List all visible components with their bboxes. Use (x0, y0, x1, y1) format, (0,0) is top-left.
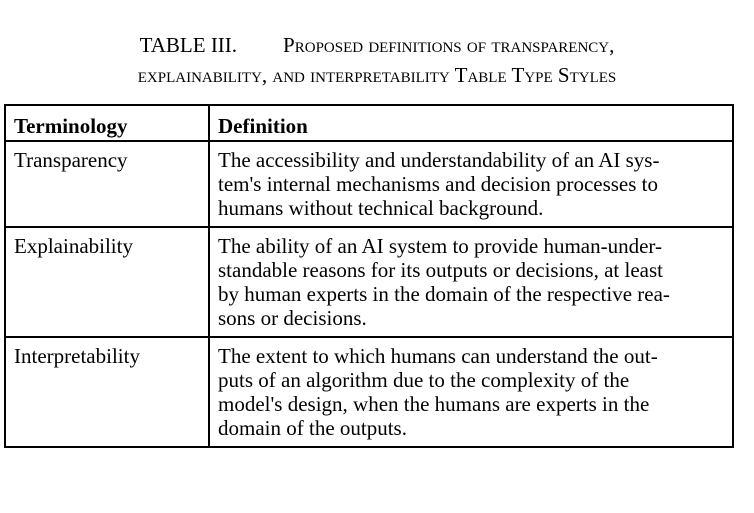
caption-line-1 (0, 30, 754, 60)
caption-title-part-1: Proposed definitions of transparency, (283, 33, 615, 57)
definition-line: domain of the outputs. (218, 416, 407, 440)
header-definition: Definition (209, 105, 733, 141)
table-row (5, 227, 733, 337)
definition-cell (209, 337, 733, 447)
definition-line: The ability of an AI system to provide human-under- (218, 234, 662, 258)
definitions-table-container (4, 104, 734, 448)
definition-line: The extent to which humans can understand the out- (218, 344, 658, 368)
header-terminology: Terminology (5, 105, 209, 141)
table-row (5, 141, 733, 227)
definition-line: by human experts in the domain of the respective rea- (218, 282, 670, 306)
definition-line: humans without technical background. (218, 196, 544, 220)
definition-line: sons or decisions. (218, 306, 367, 330)
definition-line: standable reasons for its outputs or decisions, at least (218, 258, 663, 282)
table-row (5, 337, 733, 447)
definition-cell (209, 227, 733, 337)
table-header-row (5, 105, 733, 141)
definition-line: tem's internal mechanisms and decision processes to (218, 172, 659, 196)
definition-line: model's design, when the humans are experts in the (218, 392, 650, 416)
definition-cell (209, 141, 733, 227)
term-cell: Explainability (5, 227, 209, 337)
table-number: TABLE III. (139, 33, 238, 57)
term-cell: Interpretability (5, 337, 209, 447)
caption-line-2: explainability, and interpretability Table Type Styles (137, 63, 617, 87)
definition-line: puts of an algorithm due to the complexity of the (218, 368, 630, 392)
term-cell: Transparency (5, 141, 209, 227)
definition-line: The accessibility and understandability of an AI sys- (218, 148, 660, 172)
table-caption (0, 30, 754, 90)
definitions-table (4, 104, 734, 448)
